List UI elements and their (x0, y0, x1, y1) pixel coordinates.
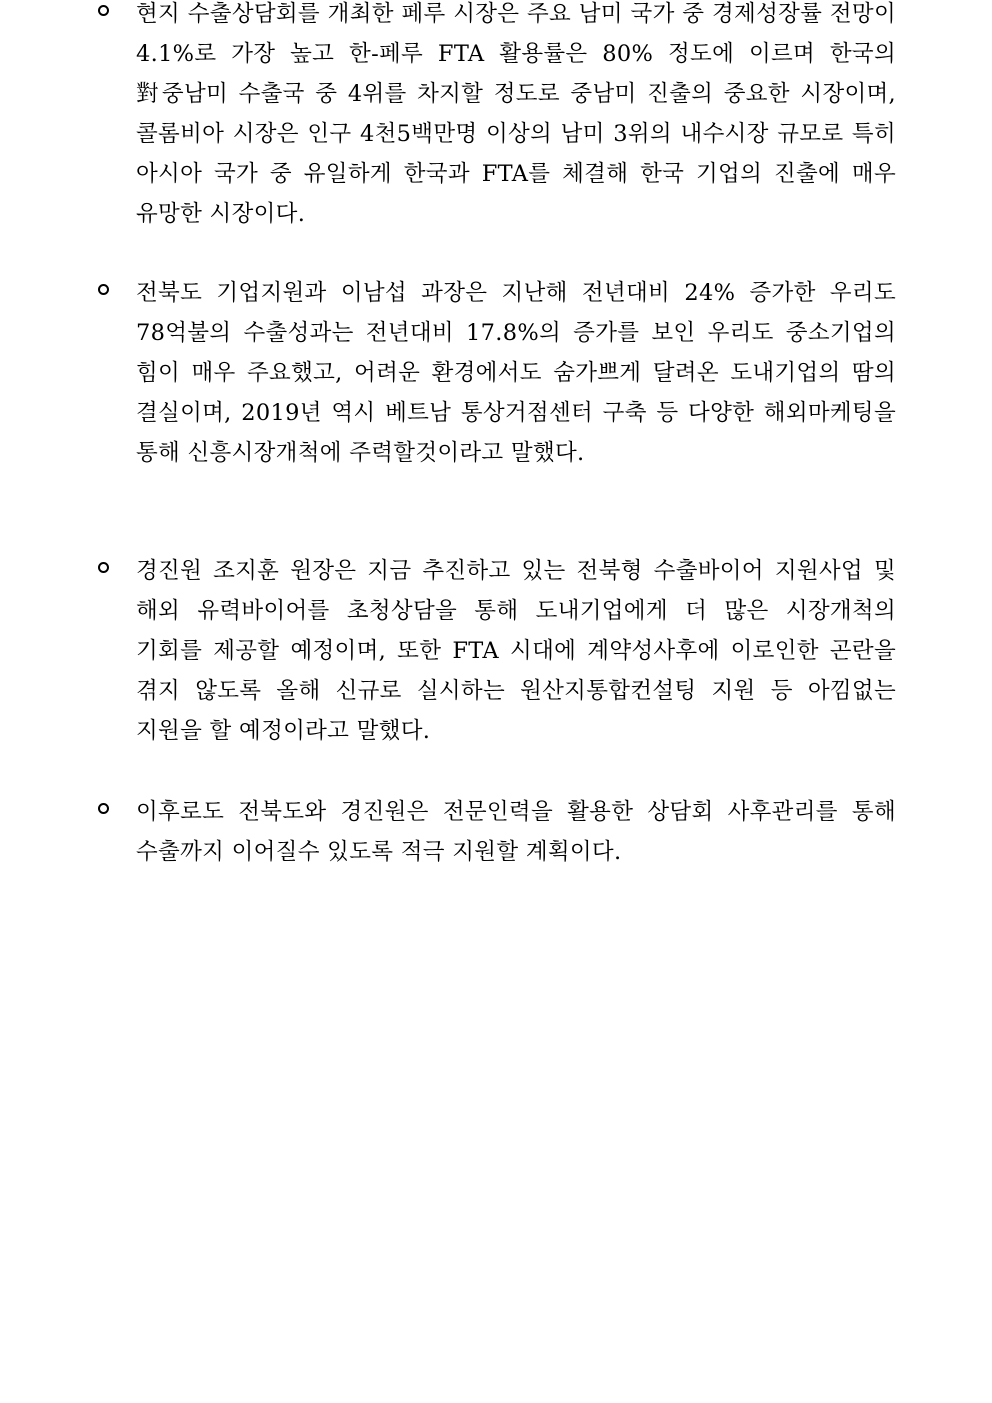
circle-bullet-icon (98, 803, 109, 814)
circle-bullet-icon (98, 284, 109, 295)
circle-bullet-icon (98, 5, 109, 16)
circle-bullet-icon (98, 562, 109, 573)
bullet-item-follow-up-management (98, 792, 896, 872)
bullet-text: 경진원 조지훈 원장은 지금 추진하고 있는 전북형 수출바이어 지원사업 및 해외 유력바이어를 초청상담을 통해 도내기업에게 더 많은 시장개척의 기회를 제공할 예정이며, 또한 FTA 시대에 계약성사후에 이로인한 곤란을 겪지 않도록 올해 신규로 실시하는 원산지통합컨설팅 지원 등 아낌없는 지원을 할 예정이라고 말했다. (136, 558, 896, 744)
bullet-text: 이후로도 전북도와 경진원은 전문인력을 활용한 상담회 사후관리를 통해 수출까지 이어질수 있도록 적극 지원할 계획이다. (136, 799, 896, 865)
bullet-item-director-support-plan (98, 551, 896, 751)
bullet-text: 현지 수출상담회를 개최한 페루 시장은 주요 남미 국가 중 경제성장률 전망이 4.1%로 가장 높고 한-페루 FTA 활용률은 80% 정도에 이르며 한국의 對중남미 수출국 중 4위를 차지할 정도로 중남미 진출의 중요한 시장이며, 콜롬비아 시장은 인구 4천5백만명 이상의 남미 3위의 내수시장 규모로 특히 아시아 국가 중 유일하게 한국과 FTA를 체결해 한국 기업의 진출에 매우 유망한 시장이다. (136, 1, 896, 227)
bullet-item-peru-colombia-market (98, 0, 896, 234)
bullet-text: 전북도 기업지원과 이남섭 과장은 지난해 전년대비 24% 증가한 우리도 78억불의 수출성과는 전년대비 17.8%의 증가를 보인 우리도 중소기업의 힘이 매우 주요했고, 어려운 환경에서도 숨가쁘게 달려온 도내기업의 땀의 결실이며, 2019년 역시 베트남 통상거점센터 구축 등 다양한 해외마케팅을 통해 신흥시장개척에 주력할것이라고 말했다. (136, 280, 896, 466)
bullet-item-jeonbuk-export-results (98, 273, 896, 473)
